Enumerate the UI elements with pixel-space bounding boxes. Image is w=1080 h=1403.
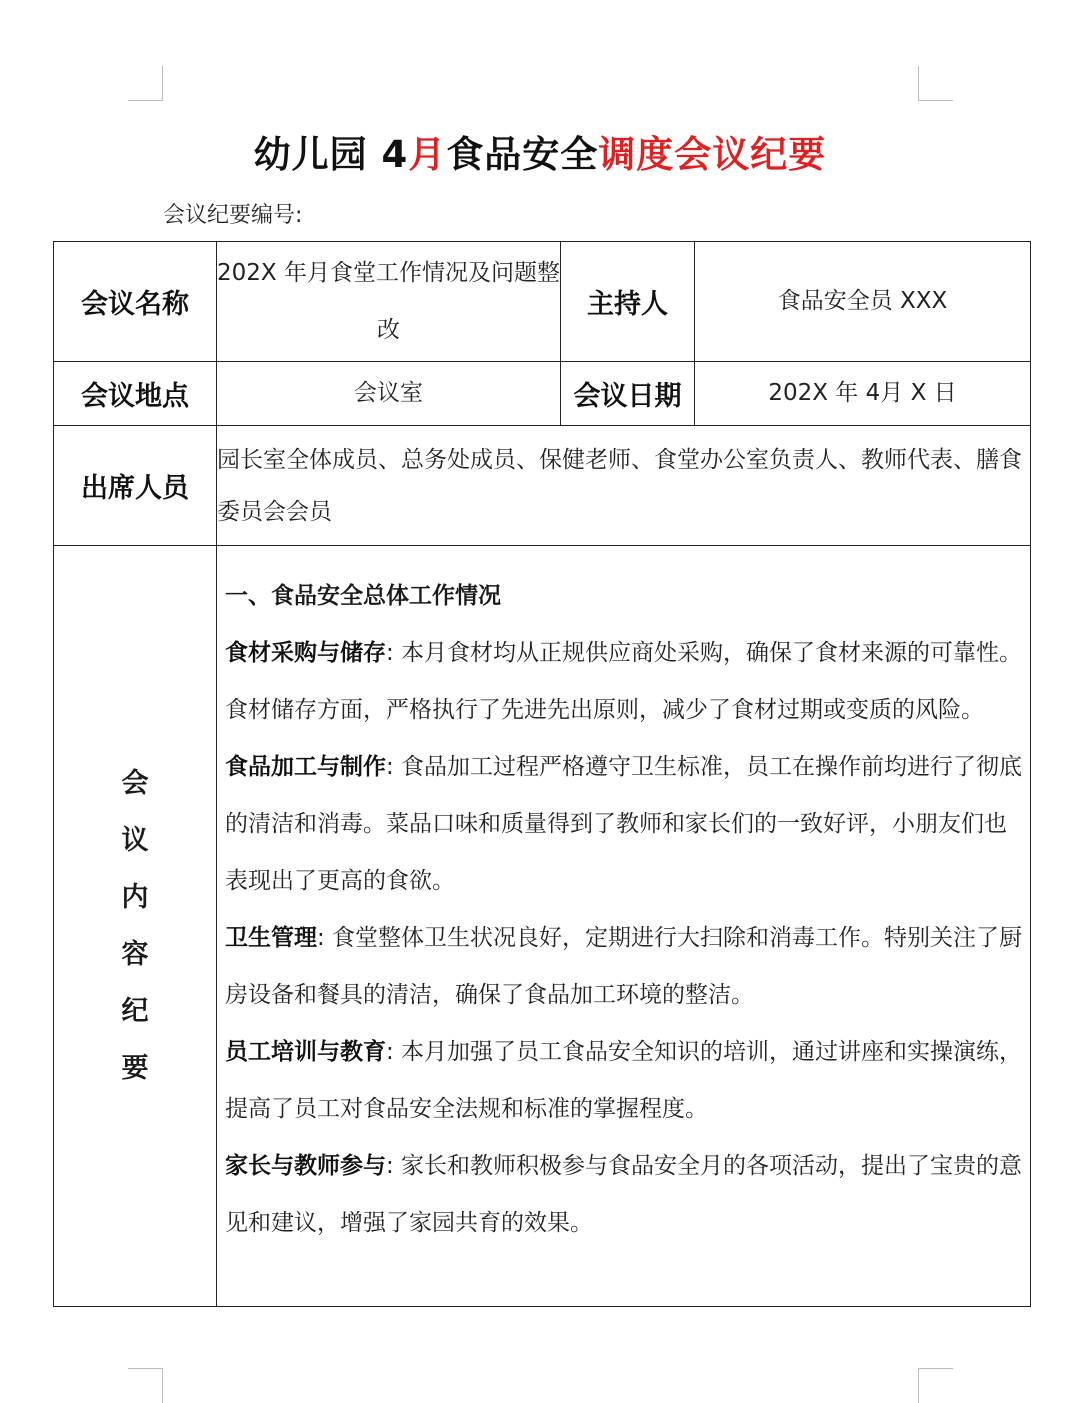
attendees-label: 出席人员: [54, 426, 217, 546]
page-corner-mark-top-right: [918, 66, 953, 101]
content-body: [217, 546, 1031, 1307]
meeting-name-label: 会议名称: [54, 242, 217, 362]
content-item-text: : 本月加强了员工食品安全知识的培训，通过讲座和实操演练，提高了员工对食品安全法规和标准的掌握程度。: [225, 1039, 1023, 1122]
title-part-4: 调度会议纪要: [598, 133, 827, 176]
content-item-text: : 食堂整体卫生状况良好，定期进行大扫除和消毒工作。特别关注了厨房设备和餐具的清洁，确保了食品加工环境的整洁。: [225, 925, 1023, 1008]
meeting-place-label: 会议地点: [54, 362, 217, 426]
content-item-text: : 本月食材均从正规供应商处采购，确保了食材来源的可靠性。食材储存方面，严格执行了先进先出原则，减少了食材过期或变质的风险。: [225, 640, 1023, 723]
document-title: [0, 124, 1080, 178]
host-label: 主持人: [561, 242, 695, 362]
content-item-title: 家长与教师参与: [225, 1153, 386, 1179]
host-value: 食品安全员 XXX: [695, 242, 1031, 362]
content-label-char: 内: [121, 882, 149, 913]
table-row: [54, 426, 1031, 546]
content-item-text: : 食品加工过程严格遵守卫生标准，员工在操作前均进行了彻底的清洁和消毒。菜品口味和质量得到了教师和家长们的一致好评，小朋友们也表现出了更高的食欲。: [225, 754, 1023, 894]
content-item-title: 食品加工与制作: [225, 754, 386, 780]
title-part-1: 幼儿园 4: [253, 133, 409, 176]
minutes-table: [53, 241, 1031, 1307]
content-item-title: 食材采购与储存: [225, 640, 386, 666]
content-label-char: 要: [121, 1053, 149, 1084]
table-row: [54, 546, 1031, 1307]
meeting-place-value: 会议室: [217, 362, 561, 426]
table-row: [54, 362, 1031, 426]
content-item-hygiene: [225, 910, 1024, 1024]
page-corner-mark-bottom-left: [128, 1368, 163, 1403]
meeting-date-value: 202X 年 4月 X 日: [695, 362, 1031, 426]
page-corner-mark-bottom-right: [918, 1368, 953, 1403]
content-item-purchase-storage: [225, 625, 1024, 739]
page-corner-mark-top-left: [128, 66, 163, 101]
title-part-2: 月: [408, 133, 447, 176]
content-item-title: 员工培训与教育: [225, 1039, 386, 1065]
content-label-char: 会: [121, 768, 149, 799]
content-label-char: 纪: [121, 996, 149, 1027]
meeting-date-label: 会议日期: [561, 362, 695, 426]
content-item-training: [225, 1024, 1024, 1138]
content-item-processing: [225, 739, 1024, 910]
content-heading: 一、食品安全总体工作情况: [225, 583, 501, 609]
content-label-char: 议: [121, 825, 149, 856]
content-label-char: 容: [121, 939, 149, 970]
content-item-participation: [225, 1138, 1024, 1252]
meeting-name-value: 202X 年月食堂工作情况及问题整改: [217, 242, 561, 362]
content-item-text: : 家长和教师积极参与食品安全月的各项活动，提出了宝贵的意见和建议，增强了家园共育的效果。: [225, 1153, 1023, 1236]
attendees-value: 园长室全体成员、总务处成员、保健老师、食堂办公室负责人、教师代表、膳食委员会会员: [217, 426, 1031, 546]
table-row: [54, 242, 1031, 362]
content-label: [54, 546, 217, 1307]
content-item-title: 卫生管理: [225, 925, 317, 951]
minutes-serial-label: 会议纪要编号:: [163, 203, 303, 228]
title-part-3: 食品安全: [446, 133, 599, 176]
